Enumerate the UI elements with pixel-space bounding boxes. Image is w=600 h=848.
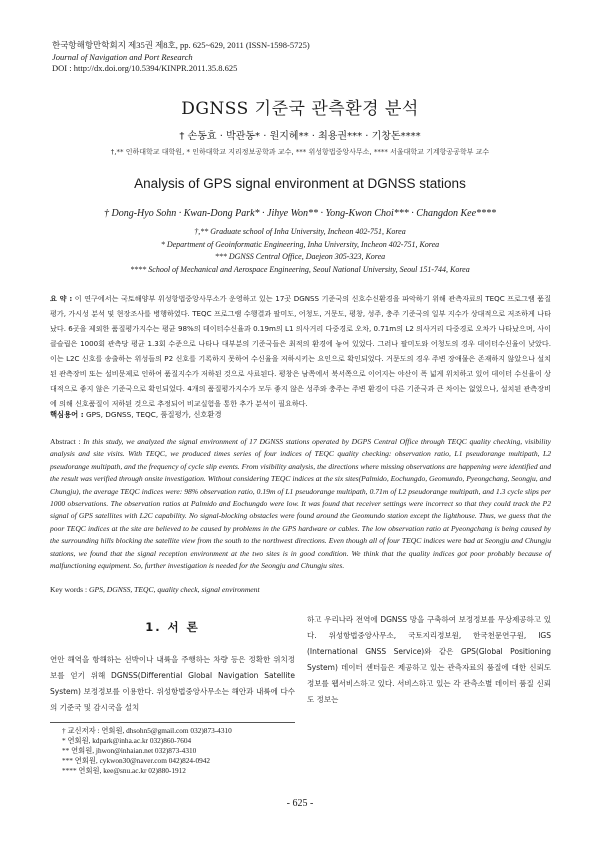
footnote: ** 연회원, jhwon@inhaian.net 032)873-4310 — [62, 746, 197, 755]
paper-title-en: Analysis of GPS signal environment at DGNSS stations — [134, 176, 466, 191]
abstract-ko — [50, 291, 551, 411]
authors-ko: † 손동효 · 박관동* · 원지혜** · 최용권*** · 기창돈**** — [179, 131, 421, 142]
doi: DOI : http://dx.doi.org/10.5394/KINPR.2011.35.8.625 — [52, 63, 238, 73]
affiliation-en: **** School of Mechanical and Aerospace Engineering, Seoul National University, Seoul 151-744, Korea — [130, 264, 470, 274]
journal-header — [52, 40, 310, 75]
paper-title-ko: DGNSS 기준국 관측환경 분석 — [181, 99, 419, 119]
affiliation-en: * Department of Geoinformatic Engineering, Inha University, Incheon 402-751, Korea — [160, 239, 440, 249]
keywords-ko-label: 핵심용어 : — [50, 410, 84, 419]
abstract-en-text: In this study, we analyzed the signal environment of 17 DGNSS stations operated by DGPS Central Office through TEQC quality checking, visibility analysis and site visits. With TEQC, we produced times series of four indices of TEQC quality checking: observation ratio, L1 pseudorange multipath, L2 pseudorange multipath, and the frequency of cycle slip events. From visibility analysis, the directions where missing observations are happening were identified and the result was verified through onsite investigation. Without considering TEQC indices at the six sites(Palmido, Eochungdo, Geomundo, Pyeongchang, Seongju, and Chungju), the average TEQC indices were: 98% observation ratio, 0.19m of L1 pseudorange multipath, 0.71m of L2 pseudorange multipath, and 1.3 cycle slips per 1000 observations. The observation ratios at Palmido and Eochungdo were low. It was found that receiver settings were incorrect so that they could track the P2 signal of GPS satellites with L2C capability. No signal-blocking obstacles were found around the Geomundo station except the lighthouse. Thus, we guess that the poor TEQC indices at the site are believed to be caused by problems in the GPS hardware or cables. The low observation ratio at Pyeongchang is being caused by the surrounding hills blocking the satellite view from the south to the northwest directions. Even though all of four TEQC indices were bad at Seongju and Chungju stations, we found that the signal reception environment at the two sites is in good condition. We think that the quality indices got poor probably because of malfunctioning equipment. So, further investigation is needed for the Seongju and Chungju sites. — [50, 437, 551, 571]
keywords-ko-text: GPS, DGNSS, TEQC, 품질평가, 신호환경 — [85, 410, 222, 419]
footnote-divider — [50, 722, 295, 723]
abstract-en-label: Abstract : — [50, 437, 81, 446]
affiliations-ko: †,** 인하대학교 대학원, * 인하대학교 지리정보공학과 교수, *** 위성항법중앙사무소, **** 서울대학교 기계항공공학부 교수 — [110, 148, 490, 156]
keywords-en-label: Key words : — [50, 585, 88, 594]
affiliations-en — [0, 226, 600, 276]
footnote: * 연회원, kdpark@inha.ac.kr 032)860-7604 — [62, 736, 192, 745]
keywords-en-text: GPS, DGNSS, TEQC, quality check, signal environment — [89, 585, 260, 594]
affiliation-en: *** DGNSS Central Office, Daejeon 305-323, Korea — [214, 252, 386, 261]
keywords-ko — [50, 410, 222, 420]
journal-name-ko: 한국항해항만학회지 제35권 제8호, pp. 625~629, 2011 (ISSN-1598-5725) — [52, 40, 310, 50]
keywords-en — [50, 585, 260, 594]
body-column-left: 연안 해역을 항해하는 선박이나 내륙을 주행하는 차량 등은 정확한 위치정보를 얻기 위해 DGNSS(Differential Global Navigation Satellite System) 보정정보를 이용한다. 위성항법중앙사무소는 해안과 내륙에 다수의 기준국 및 감시국을 설치 — [50, 655, 295, 712]
affiliation-en: †,** Graduate school of Inha University, Incheon 402-751, Korea — [194, 227, 406, 236]
page-number: - 625 - — [286, 798, 314, 809]
footnote: † 교신저자 : 연회원, dhsohn5@gmail.com 032)873-4310 — [62, 726, 232, 735]
footnote: *** 연회원, cykwon30@naver.com 042)824-0942 — [62, 756, 211, 765]
abstract-en — [50, 436, 551, 572]
body-column-right: 하고 우리나라 전역에 DGNSS 망을 구축하여 보정정보를 무상제공하고 있다. 위성항법중앙사무소, 국토지리정보원, 한국천문연구원, IGS (International GNSS Service)와 같은 GPS(Global Positioning System) 데이터 센터들은 제공하고 있는 관측자료의 품질에 대한 신뢰도 정보를 웹서비스하고 있다. 서비스하고 있는 각 관측소별 데이터 품질 신뢰도 정보는 — [307, 615, 551, 704]
section-heading-introduction: 1. 서 론 — [145, 620, 200, 634]
journal-name-en: Journal of Navigation and Port Research — [52, 51, 193, 62]
abstract-ko-text: 이 연구에서는 국토해양부 위성항법중앙사무소가 운영하고 있는 17곳 DGNSS 기준국의 신호수신환경을 파악하기 위해 관측자료의 TEQC 프로그램 품질평가, 가시성 분석 및 현장조사를 병행하였다. TEQC 프로그램 수행결과 팔미도, 어청도, 거문도, 평창, 성주, 충주 기준국의 일부 지수가 상대적으로 저조하게 나타났다. 6곳을 제외한 품질평가지수는 평균 98%의 데이터수신율과 0.19m의 L1 의사거리 다중경로 오차, 0.71m의 L2 의사거리 다중경로 오차가 나타났으며, 사이클슬립은 1000회 관측당 평균 1.3회 수준으로 나타나 대부분의 기준국들은 최적의 환경에 놓여 있었다. 그러나 팔미도와 어청도의 경우 데이터수신율이 낮았다. 이는 L2C 신호를 송출하는 위성들의 P2 신호를 기록하지 못하여 수신율을 저하시키는 요인으로 확인되었다. 거문도의 경우 주변 장애물은 존재하지 않았으나 설치된 관측장비 또는 설비문제로 인하여 품질지수가 저하된 것으로 사료된다. 평창은 남쪽에서 북서쪽으로 이어지는 야산이 폭 넓게 위치하고 있어 데이터 수신율이 상대적으로 좋지 않은 기준국으로 확인되었다. 4개의 품질평가지수가 모두 좋지 않은 성주와 충주는 주변 환경이 다른 기준국과 큰 차이는 없었으나, 설치된 관측장비에 의해 신호품질이 저하된 것으로 추정되어 비교실험을 통한 추가 분석이 필요하다. — [50, 294, 551, 408]
abstract-ko-label: 요 약 : — [50, 294, 73, 303]
footnote: **** 연회원, kee@snu.ac.kr 02)880-1912 — [62, 766, 186, 775]
authors-en: † Dong-Hyo Sohn · Kwan-Dong Park* · Jihye Won** · Yong-Kwon Choi*** · Changdon Kee**** — [103, 208, 497, 219]
footnotes — [62, 726, 232, 776]
